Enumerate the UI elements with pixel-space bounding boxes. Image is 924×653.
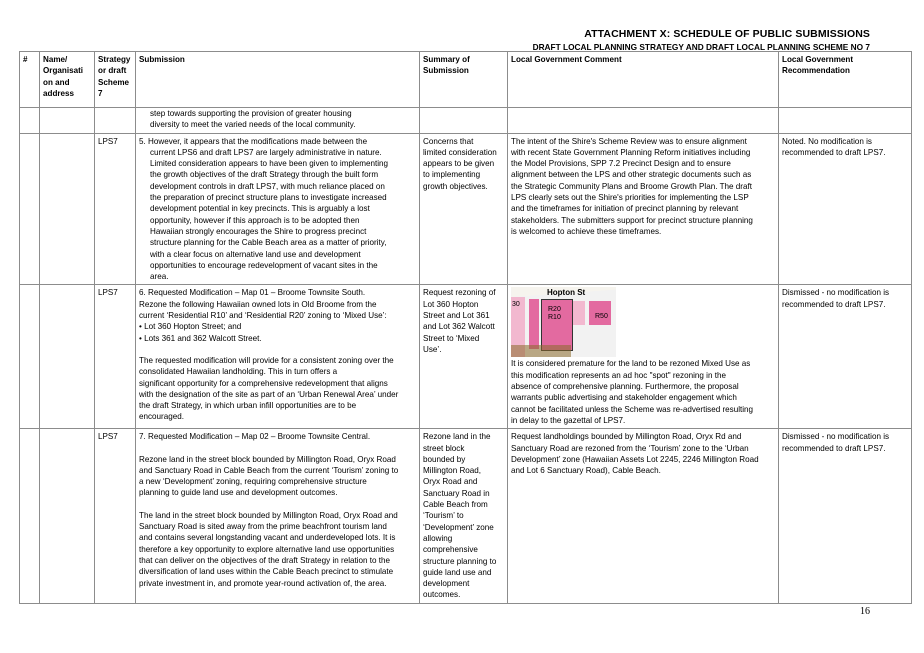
cell-recommendation bbox=[779, 108, 912, 134]
submission-line: opportunity, however if this approach is to be adopted then bbox=[150, 215, 360, 225]
comment-line: LPS clearly sets out the Shire's priorities for implementing the LSP bbox=[511, 193, 749, 203]
cell-comment bbox=[508, 133, 779, 285]
submission-line: • Lot 360 Hopton Street; and bbox=[139, 322, 242, 332]
submission-line: with the designation of the site as part of an ‘Urban Renewal Area’ under bbox=[139, 389, 399, 399]
map-lot bbox=[573, 301, 585, 325]
summary-line: growth objectives. bbox=[423, 181, 488, 191]
submission-line: Sanctuary Road is sited away from the prime beachfront tourism land bbox=[139, 522, 387, 532]
map-label-zone: R10 bbox=[548, 314, 561, 322]
cell-strategy: LPS7 bbox=[95, 133, 136, 285]
submission-line: diversification of land uses within the Cable Beach precinct to stimulate bbox=[139, 567, 394, 577]
cell-number bbox=[20, 285, 40, 429]
summary-line: Lot 360 Hopton bbox=[423, 299, 479, 309]
summary-line: Rezone land in the bbox=[423, 432, 491, 442]
submission-line: with a clear focus on alternative land use and development bbox=[150, 249, 361, 259]
cell-strategy: LPS7 bbox=[95, 285, 136, 429]
recommendation-line: recommended to draft LPS7. bbox=[782, 443, 886, 453]
cell-number bbox=[20, 133, 40, 285]
cell-recommendation bbox=[779, 285, 912, 429]
comment-line: this modification represents an ad hoc "spot" rezoning in the bbox=[511, 370, 726, 380]
table-row bbox=[20, 133, 912, 285]
summary-line: structure planning to bbox=[423, 556, 497, 566]
blank-line bbox=[139, 344, 416, 355]
cell-name bbox=[40, 133, 95, 285]
comment-line: It is considered premature for the land to be rezoned Mixed Use as bbox=[511, 359, 751, 369]
summary-line: outcomes. bbox=[423, 590, 461, 600]
comment-line: Sanctuary Road are rezoned from the ‘Tourism’ zone to the ‘Urban bbox=[511, 443, 749, 453]
cell-number bbox=[20, 429, 40, 603]
submission-line: and Sanctuary Road in Cable Beach from the current ‘Tourism’ zoning to bbox=[139, 465, 399, 475]
submission-line: and contains several longstanding vacant and underdeveloped lots. It is bbox=[139, 533, 396, 543]
comment-line: stakeholders. The submitters support for precinct structure planning bbox=[511, 215, 753, 225]
cell-name bbox=[40, 285, 95, 429]
submission-line: Rezone the following Hawaiian owned lots in Old Broome from the bbox=[139, 299, 377, 309]
summary-line: limited consideration bbox=[423, 147, 497, 157]
cell-name bbox=[40, 429, 95, 603]
document-title: ATTACHMENT X: SCHEDULE OF PUBLIC SUBMISSIONS bbox=[584, 28, 870, 40]
summary-line: appears to be given bbox=[423, 159, 495, 169]
submission-line: area. bbox=[150, 272, 169, 282]
submission-line: encouraged. bbox=[139, 412, 185, 422]
column-header-number: # bbox=[20, 52, 40, 108]
submission-line: planning to guide land use and development outcomes. bbox=[139, 488, 338, 498]
comment-line: the Model Provisions, SPP 7.2 Precinct Design and to ensure bbox=[511, 159, 731, 169]
submission-line: the preparation of precinct structure plans to investigate increased bbox=[150, 193, 387, 203]
submission-line: private investment in, and promote year-round activation of, the area. bbox=[139, 578, 387, 588]
comment-line: absence of comprehensive planning. Furthermore, the proposal bbox=[511, 382, 739, 392]
comment-line: The intent of the Shire's Scheme Review was to ensure alignment bbox=[511, 136, 747, 146]
cell-summary bbox=[420, 108, 508, 134]
comment-line: is welcomed to achieve these timeframes. bbox=[511, 226, 662, 236]
recommendation-line: Dismissed - no modification is bbox=[782, 288, 890, 298]
submission-line: opportunities to encourage redevelopment of vacant sites in the bbox=[150, 260, 378, 270]
cell-submission bbox=[136, 285, 420, 429]
submission-line: • Lots 361 and 362 Walcott Street. bbox=[139, 333, 262, 343]
comment-line: Development’ zone (Hawaiian Assets Lot 2245, 2246 Millington Road bbox=[511, 454, 759, 464]
table-row bbox=[20, 285, 912, 429]
recommendation-line: Dismissed - no modification is bbox=[782, 432, 890, 442]
submission-line: 7. Requested Modification – Map 02 – Broome Townsite Central. bbox=[139, 432, 371, 442]
summary-line: Street and Lot 361 bbox=[423, 311, 490, 321]
recommendation-line: recommended to draft LPS7. bbox=[782, 147, 886, 157]
comment-line: warrants public advertising and stakeholder engagement which bbox=[511, 393, 737, 403]
cell-comment bbox=[508, 285, 779, 429]
summary-line: Millington Road, bbox=[423, 466, 482, 476]
summary-line: Sanctuary Road in bbox=[423, 488, 490, 498]
blank-line bbox=[139, 443, 416, 454]
comment-line: cannot be facilitated unless the Scheme was re-advertised resulting bbox=[511, 404, 754, 414]
summary-line: development bbox=[423, 579, 470, 589]
submission-line: step towards supporting the provision of greater housing bbox=[150, 109, 352, 118]
map-label-zone: R20 bbox=[548, 306, 561, 314]
cell-summary bbox=[420, 133, 508, 285]
submission-line: the draft Strategy, in which urban infill opportunities are to be bbox=[139, 401, 357, 411]
submission-line: development controls in draft LPS7, with much reliance placed on bbox=[150, 181, 385, 191]
submission-line: a new ‘Development’ zoning, requiring comprehensive structure bbox=[139, 477, 367, 487]
submission-line: consolidated Hawaiian landholding. This in turn offers a bbox=[139, 367, 338, 377]
zoning-map-image bbox=[511, 287, 616, 357]
cell-recommendation bbox=[779, 133, 912, 285]
map-shading bbox=[511, 345, 571, 357]
submission-line: Hawaiian strongly encourages the Shire to progress precinct bbox=[150, 226, 367, 236]
summary-line: street block bbox=[423, 443, 465, 453]
submission-line: therefore a key opportunity to explore alternative land use opportunities bbox=[139, 544, 395, 554]
cell-number bbox=[20, 108, 40, 134]
comment-line: and the timeframes for initiation of precinct planning by relevant bbox=[511, 204, 739, 214]
cell-comment bbox=[508, 429, 779, 603]
map-label-lot: 30 bbox=[512, 301, 520, 309]
summary-line: Oryx Road and bbox=[423, 477, 478, 487]
column-header-comment: Local Government Comment bbox=[508, 52, 779, 108]
comment-line: with recent State Government Planning Reform initiatives including bbox=[511, 147, 751, 157]
submission-line: The land in the street block bounded by Millington Road, Oryx Road and bbox=[139, 510, 398, 520]
column-header-recommendation: Local Government Recommendation bbox=[779, 52, 912, 108]
summary-line: to implementing bbox=[423, 170, 481, 180]
page-number: 16 bbox=[860, 606, 870, 617]
map-label-zone: R50 bbox=[595, 313, 608, 321]
summary-line: Use’. bbox=[423, 344, 442, 354]
comment-line: alignment between the LPS and other strategic documents such as bbox=[511, 170, 752, 180]
summary-line: and Lot 362 Walcott bbox=[423, 322, 495, 332]
recommendation-line: recommended to draft LPS7. bbox=[782, 299, 886, 309]
summary-line: Concerns that bbox=[423, 136, 474, 146]
submission-line: 5. However, it appears that the modifications made between the bbox=[139, 136, 368, 146]
summary-line: ‘Tourism’ to bbox=[423, 511, 464, 521]
comment-line: Request landholdings bounded by Millington Road, Oryx Rd and bbox=[511, 432, 742, 442]
submission-line: that can deliver on the objectives of the draft Strategy in relation to the bbox=[139, 555, 391, 565]
cell-comment bbox=[508, 108, 779, 134]
map-label-street: Hopton St bbox=[547, 288, 586, 298]
column-header-submission: Submission bbox=[136, 52, 420, 108]
submission-line: diversity to meet the varied needs of the local community. bbox=[150, 120, 356, 130]
summary-line: ‘Development’ zone bbox=[423, 522, 494, 532]
cell-strategy: LPS7 bbox=[95, 429, 136, 603]
cell-strategy bbox=[95, 108, 136, 134]
summary-line: allowing bbox=[423, 533, 453, 543]
submission-line: The requested modification will provide for a consistent zoning over the bbox=[139, 355, 394, 365]
submission-line: the growth objectives of the draft Strategy through the built form bbox=[150, 170, 379, 180]
summary-line: Street to ‘Mixed bbox=[423, 333, 480, 343]
submission-line: 6. Requested Modification – Map 01 – Broome Townsite South. bbox=[139, 288, 366, 298]
cell-submission bbox=[136, 108, 420, 134]
recommendation-line: Noted. No modification is bbox=[782, 136, 872, 146]
submissions-table bbox=[19, 51, 912, 604]
map-lot bbox=[529, 299, 539, 349]
submission-line: Limited consideration appears to have been given to implementing bbox=[150, 159, 389, 169]
comment-line: and Lot 6 Sanctuary Road), Cable Beach. bbox=[511, 466, 661, 476]
cell-submission bbox=[136, 133, 420, 285]
submission-line: current LPS6 and draft LPS7 are largely administrative in nature. bbox=[150, 147, 382, 157]
blank-line bbox=[139, 499, 416, 510]
column-header-summary: Summary of Submission bbox=[420, 52, 508, 108]
cell-name bbox=[40, 108, 95, 134]
submission-line: structure planning for the Cable Beach area as a matter of priority, bbox=[150, 238, 387, 248]
column-header-name: Name/ Organisati on and address bbox=[40, 52, 95, 108]
cell-submission bbox=[136, 429, 420, 603]
summary-line: guide land use and bbox=[423, 567, 492, 577]
comment-line: the Strategic Community Plans and Broome Growth Plan. The draft bbox=[511, 181, 752, 191]
summary-line: Cable Beach from bbox=[423, 500, 488, 510]
submission-line: development potential in key precincts. This is arguably a lost bbox=[150, 204, 370, 214]
summary-line: bounded by bbox=[423, 454, 466, 464]
comment-line: in delay to the gazettal of LPS7. bbox=[511, 415, 626, 425]
column-header-strategy: Strategy or draft Scheme 7 bbox=[95, 52, 136, 108]
summary-line: comprehensive bbox=[423, 545, 478, 555]
summary-line: Request rezoning of bbox=[423, 288, 496, 298]
submission-line: significant opportunity for a comprehensive redevelopment that aligns bbox=[139, 378, 388, 388]
submission-line: Rezone land in the street block bounded by Millington Road, Oryx Road bbox=[139, 454, 396, 464]
submission-line: current ‘Residential R10’ and ‘Residential R20’ zoning to ‘Mixed Use’: bbox=[139, 311, 387, 321]
cell-recommendation bbox=[779, 429, 912, 603]
cell-summary bbox=[420, 429, 508, 603]
document-subtitle: DRAFT LOCAL PLANNING STRATEGY AND DRAFT LOCAL PLANNING SCHEME NO 7 bbox=[532, 42, 870, 52]
table-row bbox=[20, 108, 912, 134]
table-row bbox=[20, 429, 912, 603]
cell-summary bbox=[420, 285, 508, 429]
table-header-row bbox=[20, 52, 912, 108]
